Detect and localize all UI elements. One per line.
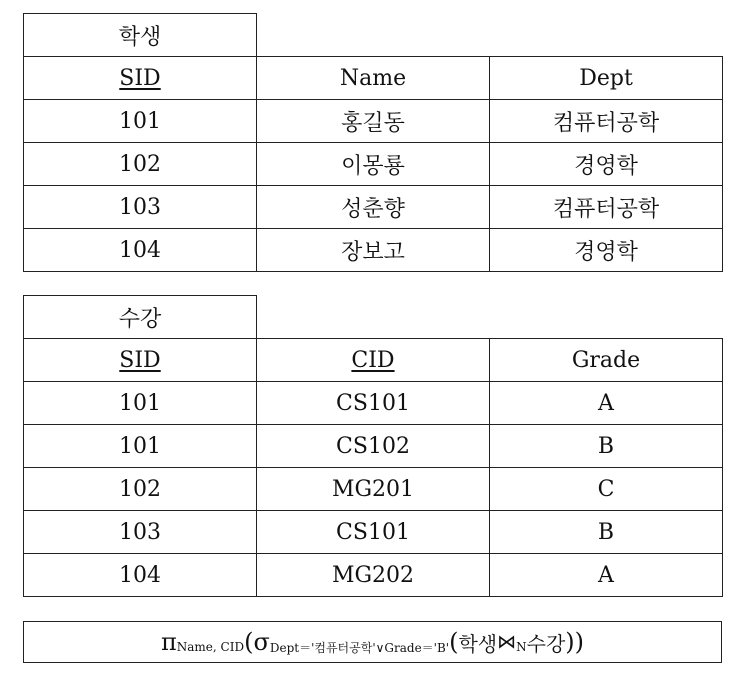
table-cell: 컴퓨터공학	[490, 100, 723, 143]
table-cell: 성춘향	[257, 186, 490, 229]
right-relation: 수강	[526, 631, 566, 656]
left-relation: 학생	[458, 631, 498, 656]
natural-join-icon: ⋈	[497, 631, 517, 653]
table-header-row	[24, 57, 723, 100]
table-header-row	[24, 339, 723, 382]
table-row	[24, 186, 723, 229]
table-cell: MG201	[257, 468, 490, 511]
condition-rest: '∨Grade＝'B'	[372, 640, 450, 655]
table-cell: 장보고	[257, 229, 490, 272]
table-cell: MG202	[257, 554, 490, 597]
table-row	[24, 229, 723, 272]
table-cell: A	[490, 554, 723, 597]
table-cell: 101	[24, 382, 257, 425]
table-cell: 홍길동	[257, 100, 490, 143]
table-cell: 102	[24, 468, 257, 511]
table-row	[24, 143, 723, 186]
table-cell: 102	[24, 143, 257, 186]
column-header-grade: Grade	[490, 339, 723, 382]
table-cell: B	[490, 425, 723, 468]
table-cell: 104	[24, 229, 257, 272]
join-subscript: N	[516, 640, 527, 654]
table-row	[24, 468, 723, 511]
table-row	[24, 511, 723, 554]
table-row	[24, 100, 723, 143]
enrollment-table-title: 수강	[24, 296, 257, 339]
column-header-cid: CID	[351, 347, 395, 373]
table-cell: CS101	[257, 382, 490, 425]
condition-value: 컴퓨터공학	[314, 640, 373, 655]
table-cell: 101	[24, 425, 257, 468]
open-paren: (	[449, 628, 459, 656]
relational-algebra-expression	[23, 621, 722, 663]
table-cell: 101	[24, 100, 257, 143]
students-table-title: 학생	[24, 14, 257, 57]
table-cell: A	[490, 382, 723, 425]
column-header-sid: SID	[119, 65, 161, 91]
table-cell: 103	[24, 186, 257, 229]
table-cell: B	[490, 511, 723, 554]
column-header-name: Name	[257, 57, 490, 100]
column-header-dept: Dept	[490, 57, 723, 100]
table-cell: CS101	[257, 511, 490, 554]
table-cell: 경영학	[490, 143, 723, 186]
table-cell: 이몽룡	[257, 143, 490, 186]
table-cell: C	[490, 468, 723, 511]
enrollment-table	[23, 295, 723, 597]
table-cell: 경영학	[490, 229, 723, 272]
open-paren: (	[244, 628, 254, 656]
table-row	[24, 382, 723, 425]
table-cell: CS102	[257, 425, 490, 468]
table-cell: 컴퓨터공학	[490, 186, 723, 229]
close-parens: ))	[565, 628, 584, 656]
projection-attributes: Name, CID	[176, 640, 245, 654]
column-header-sid: SID	[119, 347, 161, 373]
projection-symbol: π	[160, 628, 177, 656]
table-row	[24, 425, 723, 468]
table-cell: 103	[24, 511, 257, 554]
table-row	[24, 554, 723, 597]
condition-left: Dept＝'	[269, 640, 315, 655]
table-cell: 104	[24, 554, 257, 597]
students-table	[23, 13, 723, 272]
selection-symbol: σ	[253, 628, 270, 656]
